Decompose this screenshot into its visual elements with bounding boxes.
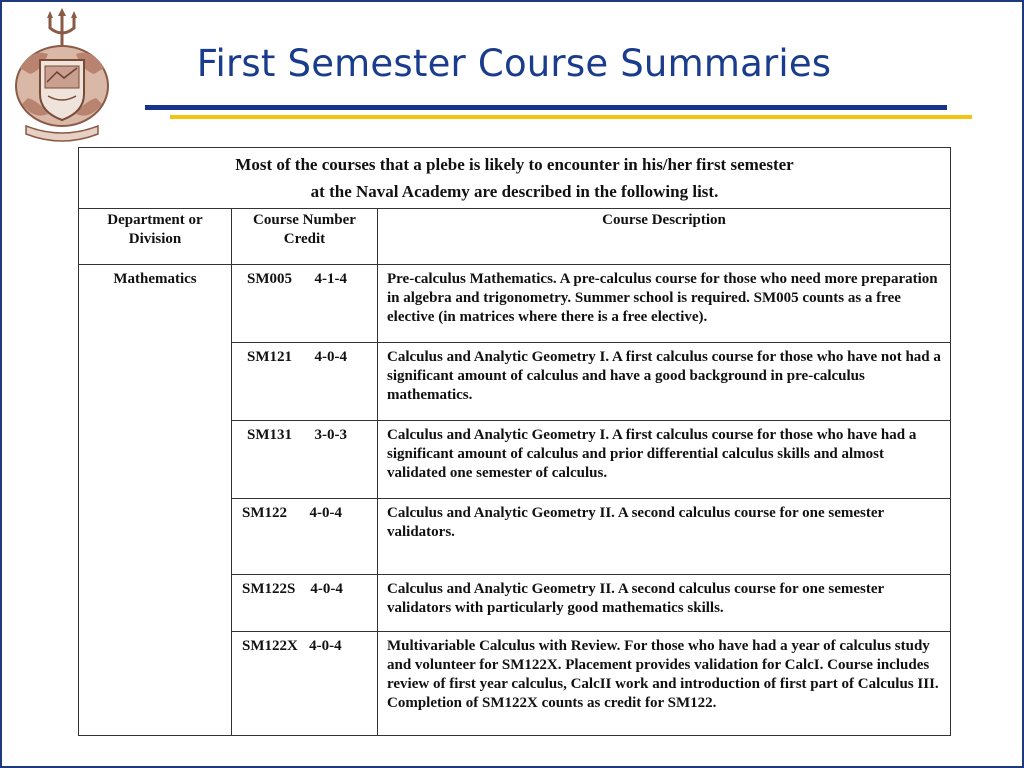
department-cell: Mathematics (79, 265, 232, 736)
course-description: Calculus and Analytic Geometry II. A second calculus course for one semester validators. (378, 499, 951, 575)
course-description: Calculus and Analytic Geometry I. A first calculus course for those who have not had a significant amount of calculus and have a good background in pre-calculus mathematics. (378, 343, 951, 421)
column-header-department: Department or Division (79, 209, 232, 265)
column-header-description: Course Description (378, 209, 951, 265)
course-number: SM122X 4-0-4 (232, 632, 378, 736)
course-number: SM005 4-1-4 (232, 265, 378, 343)
column-header-course-number: Course Number Credit (232, 209, 378, 265)
course-number: SM122 4-0-4 (232, 499, 378, 575)
course-table (78, 147, 951, 736)
table-intro (79, 148, 951, 209)
table-header-row (79, 209, 951, 265)
title-rule-gold (170, 115, 972, 119)
intro-line-1: Most of the courses that a plebe is likely to encounter in his/her first semester (235, 155, 794, 174)
course-description: Pre-calculus Mathematics. A pre-calculus course for those who need more preparation in algebra and trigonometry. Summer school is required. SM005 counts as a free elective (in matrices where there is a free elective). (378, 265, 951, 343)
course-number: SM122S 4-0-4 (232, 575, 378, 632)
table-row (79, 265, 951, 343)
intro-line-2: at the Naval Academy are described in the following list. (310, 182, 719, 201)
title-rule-blue (145, 105, 947, 110)
course-description: Multivariable Calculus with Review. For those who have had a year of calculus study and volunteer for SM122X. Placement provides validation for CalcI. Course includes review of first year calculus, CalcII work and introduction of first part of Calculus III. Completion of SM122X counts as credit for SM122. (378, 632, 951, 736)
course-number: SM131 3-0-3 (232, 421, 378, 499)
course-description: Calculus and Analytic Geometry II. A second calculus course for one semester validators with particularly good mathematics skills. (378, 575, 951, 632)
course-description: Calculus and Analytic Geometry I. A first calculus course for those who have had a significant amount of calculus and prior differential calculus skills and almost validated one semester of calculus. (378, 421, 951, 499)
page-title: First Semester Course Summaries (196, 42, 832, 85)
course-number: SM121 4-0-4 (232, 343, 378, 421)
